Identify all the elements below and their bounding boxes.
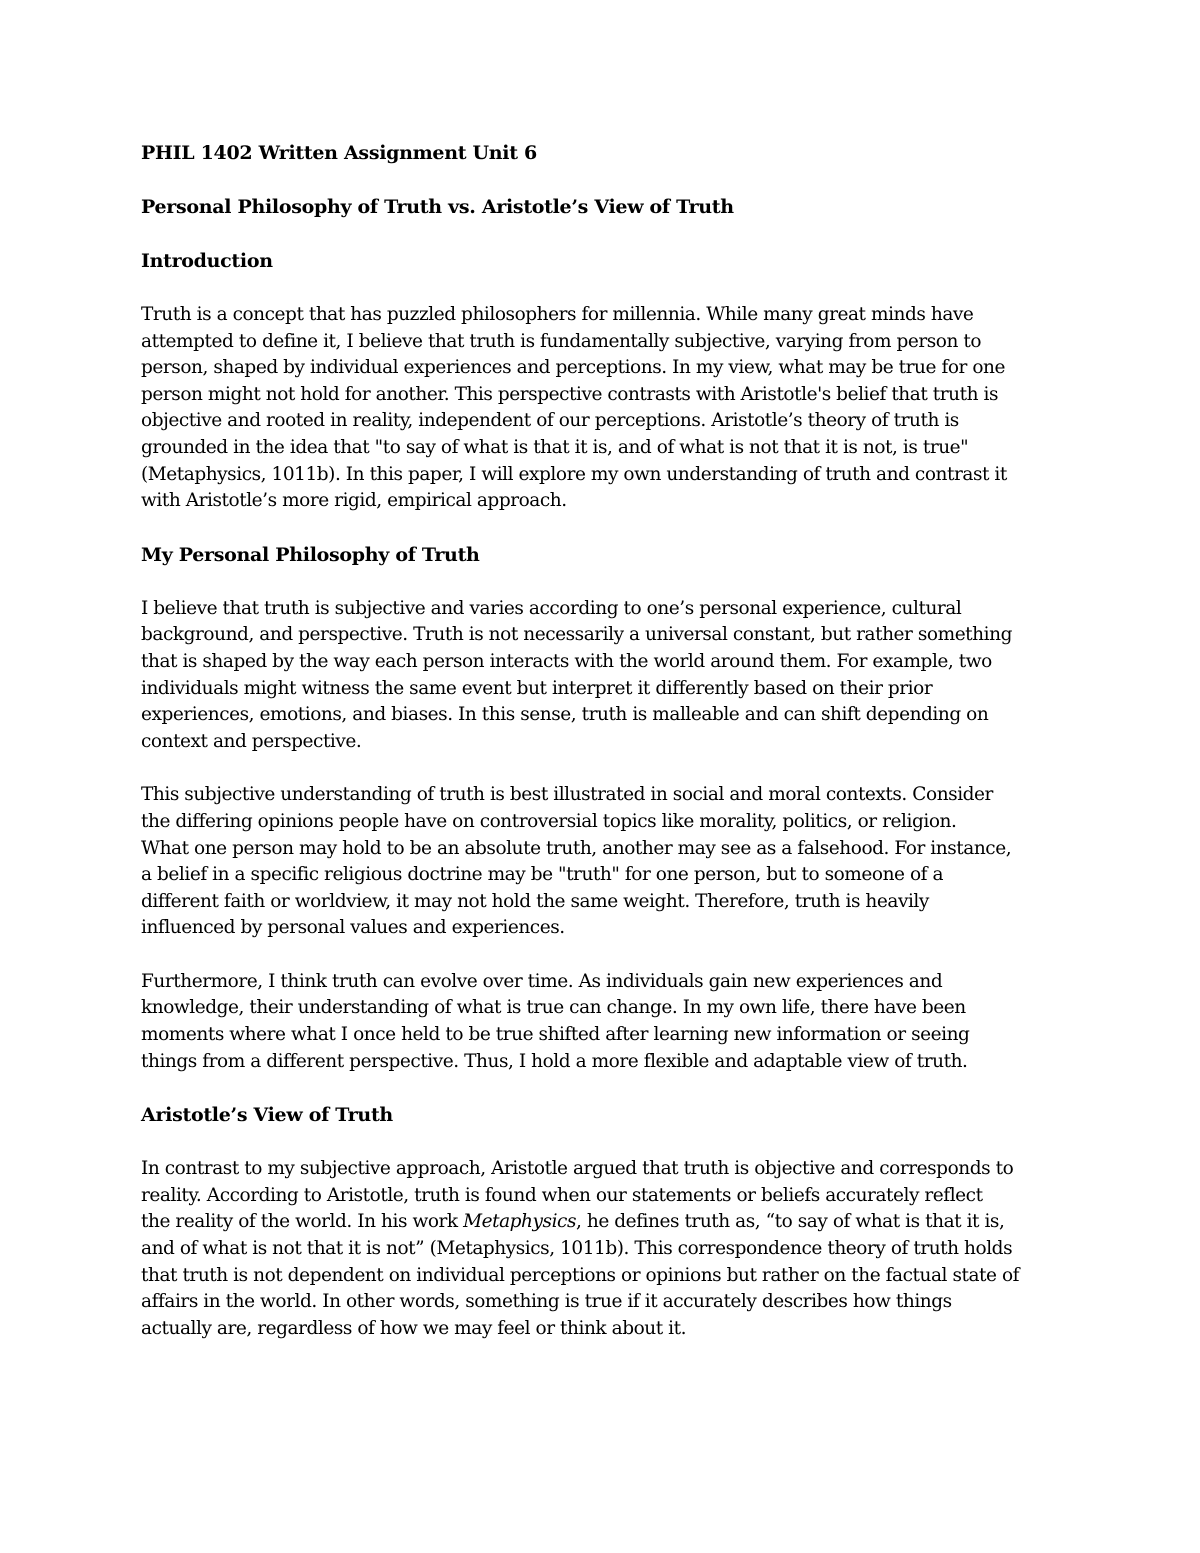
text-line: actually are, regardless of how we may feel or think about it. <box>141 1317 687 1339</box>
text-line: different faith or worldview, it may not hold the same weight. Therefore, truth is heavily <box>141 890 929 912</box>
text-line: affairs in the world. In other words, something is true if it accurately describes how things <box>141 1291 952 1313</box>
text-line: moments where what I once held to be true shifted after learning new information or seeing <box>141 1024 970 1046</box>
section-heading-personal-philosophy: My Personal Philosophy of Truth <box>141 543 480 566</box>
text-line: that truth is not dependent on individual perceptions or opinions but rather on the factual state of <box>141 1264 1020 1286</box>
text-line: person might not hold for another. This perspective contrasts with Aristotle's belief that truth is <box>141 383 999 405</box>
document-body <box>141 140 1061 1369</box>
text-line: the differing opinions people have on controversial topics like morality, politics, or religion. <box>141 810 957 832</box>
section-heading-aristotle: Aristotle’s View of Truth <box>141 1104 393 1127</box>
paragraph <box>141 302 1061 515</box>
text-line: objective and rooted in reality, independent of our perceptions. Aristotle’s theory of truth is <box>141 410 959 432</box>
text-line: In contrast to my subjective approach, Aristotle argued that truth is objective and corresponds to <box>141 1158 1014 1180</box>
paragraph <box>141 969 1061 1075</box>
paragraph <box>141 1156 1061 1342</box>
text-line-with-italic <box>141 1209 1061 1236</box>
text-line: individuals might witness the same event but interpret it differently based on their prior <box>141 677 933 699</box>
text-fragment: , he defines truth as, “to say of what is that it is, <box>576 1211 1005 1233</box>
course-title: PHIL 1402 Written Assignment Unit 6 <box>141 142 537 164</box>
paragraph <box>141 782 1061 942</box>
text-line: Furthermore, I think truth can evolve over time. As individuals gain new experiences and <box>141 970 943 992</box>
text-line: This subjective understanding of truth is best illustrated in social and moral contexts. Consider <box>141 784 993 806</box>
text-line: What one person may hold to be an absolute truth, another may see as a falsehood. For instance, <box>141 837 1012 859</box>
text-line: that is shaped by the way each person interacts with the world around them. For example, two <box>141 650 992 672</box>
text-line: Truth is a concept that has puzzled philosophers for millennia. While many great minds have <box>141 304 974 325</box>
text-line: a belief in a specific religious doctrine may be "truth" for one person, but to someone of a <box>141 864 944 886</box>
text-line: context and perspective. <box>141 730 362 752</box>
text-line: and of what is not that it is not” (Metaphysics, 1011b). This correspondence theory of truth holds <box>141 1238 1013 1260</box>
text-line: reality. According to Aristotle, truth is found when our statements or beliefs accurately reflect <box>141 1184 983 1206</box>
text-line: (Metaphysics, 1011b). In this paper, I will explore my own understanding of truth and contrast it <box>141 463 1007 485</box>
text-line: with Aristotle’s more rigid, empirical approach. <box>141 490 567 512</box>
section-heading-introduction: Introduction <box>141 250 273 272</box>
text-line: knowledge, their understanding of what is true can change. In my own life, there have been <box>141 997 966 1019</box>
text-line: experiences, emotions, and biases. In this sense, truth is malleable and can shift depending on <box>141 704 989 726</box>
text-line: background, and perspective. Truth is not necessarily a universal constant, but rather something <box>141 624 1012 646</box>
text-fragment: the reality of the world. In his work <box>141 1211 464 1233</box>
text-line: influenced by personal values and experiences. <box>141 917 565 939</box>
italic-title-metaphysics: Metaphysics <box>463 1211 576 1233</box>
paragraph <box>141 596 1061 756</box>
text-line: things from a different perspective. Thus, I hold a more flexible and adaptable view of truth. <box>141 1050 968 1072</box>
paper-title: Personal Philosophy of Truth vs. Aristotle’s View of Truth <box>141 196 734 218</box>
text-line: grounded in the idea that "to say of what is that it is, and of what is not that it is not, is true" <box>141 436 969 458</box>
text-line: attempted to define it, I believe that truth is fundamentally subjective, varying from person to <box>141 330 982 352</box>
text-line: person, shaped by individual experiences and perceptions. In my view, what may be true for one <box>141 357 1006 379</box>
text-line: I believe that truth is subjective and varies according to one’s personal experience, cultural <box>141 597 962 619</box>
